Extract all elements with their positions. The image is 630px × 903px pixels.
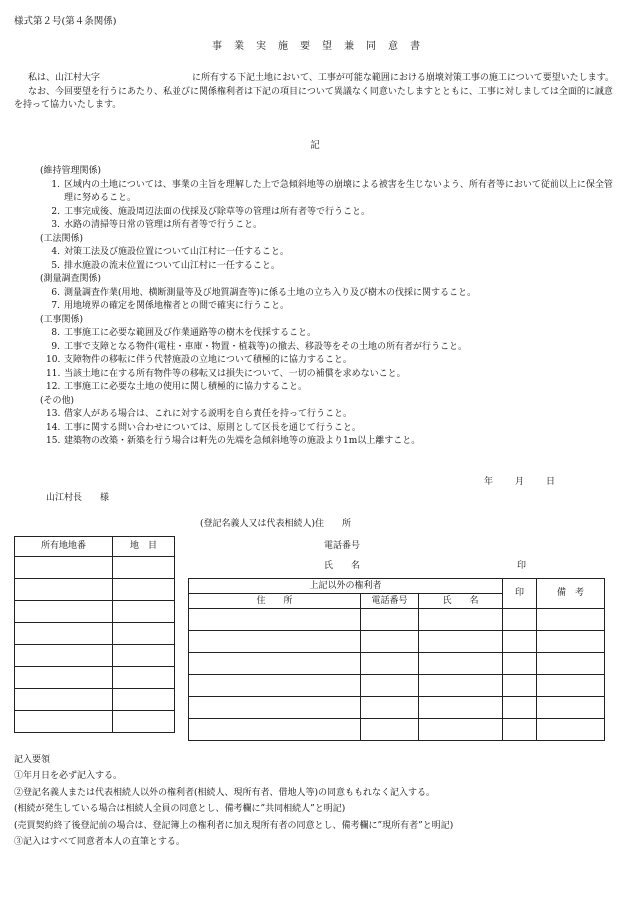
instruction-line: (売買契約終了後登記前の場合は、登記簿上の権利者に加え現所有者の同意とし、備考欄に”現所有者”と明記) bbox=[14, 820, 454, 831]
land-category-cell[interactable] bbox=[113, 667, 175, 689]
rights-phone-cell[interactable] bbox=[361, 719, 419, 741]
rights-seal-header: 印 bbox=[503, 579, 537, 609]
consent-item bbox=[46, 354, 620, 368]
item-text: 排水施設の流末位置について山江村に一任すること。 bbox=[64, 260, 280, 271]
rights-remarks-cell[interactable] bbox=[537, 653, 605, 675]
item-number: 14. bbox=[46, 422, 61, 433]
land-table-row bbox=[15, 689, 175, 711]
land-table bbox=[14, 536, 175, 733]
item-number: 15. bbox=[46, 436, 61, 446]
consent-item bbox=[46, 422, 620, 436]
item-number: 9. bbox=[51, 341, 60, 352]
instruction-line: (相続が発生している場合は相続人全員の同意とし、備考欄に”共同相続人”と明記) bbox=[14, 804, 346, 815]
rights-group-row bbox=[189, 579, 605, 594]
rights-name-cell[interactable] bbox=[419, 697, 503, 719]
rights-remarks-header: 備 考 bbox=[537, 579, 605, 609]
land-category-header: 地 目 bbox=[113, 537, 175, 557]
rights-address-cell[interactable] bbox=[189, 653, 361, 675]
land-table-row bbox=[15, 557, 175, 579]
land-category-cell[interactable] bbox=[113, 689, 175, 711]
land-table-row bbox=[15, 711, 175, 733]
land-number-cell[interactable] bbox=[15, 601, 113, 623]
intro-text-b: に所有する下記土地において、工事が可能な範囲における崩壊対策工事の施工について要望いたします。 bbox=[192, 73, 614, 83]
item-text: 工事施工に必要な土地の使用に関し積極的に協力すること。 bbox=[64, 382, 308, 392]
consent-item bbox=[46, 327, 620, 341]
rights-seal-cell[interactable] bbox=[503, 609, 537, 631]
item-text: 当該土地に在する所有物件等の移転又は損失について、一切の補償を求めないこと。 bbox=[64, 368, 406, 379]
item-text: 対策工法及び施設位置について山江村に一任すること。 bbox=[64, 247, 289, 257]
addressee bbox=[46, 492, 109, 504]
land-number-cell[interactable] bbox=[15, 711, 113, 733]
consent-item bbox=[46, 206, 620, 220]
land-category-cell[interactable] bbox=[113, 711, 175, 733]
rights-address-header: 住 所 bbox=[189, 594, 361, 609]
section-heading: (測量調査関係) bbox=[40, 274, 102, 284]
consent-item bbox=[46, 435, 620, 449]
land-category-cell[interactable] bbox=[113, 623, 175, 645]
instructions bbox=[14, 752, 453, 851]
land-number-header: 所有地地番 bbox=[15, 537, 113, 557]
consent-item bbox=[46, 341, 620, 355]
land-table-row bbox=[15, 667, 175, 689]
item-number: 3. bbox=[51, 220, 60, 230]
rights-table-row bbox=[189, 653, 605, 675]
rights-phone-cell[interactable] bbox=[361, 653, 419, 675]
instruction-line: ③記入はすべて同意者本人の直筆とする。 bbox=[14, 837, 185, 848]
rights-table-row bbox=[189, 697, 605, 719]
section-heading: (その他) bbox=[40, 395, 75, 406]
item-text: 区域内の土地については、事業の主旨を理解した上で急傾斜地等の崩壊による被害を生じないよう、所有者等において従前以上に保全管理に努めること。 bbox=[64, 179, 613, 203]
consent-item bbox=[46, 381, 620, 395]
rights-remarks-cell[interactable] bbox=[537, 631, 605, 653]
item-text: 支障物件の移転に伴う代替施設の立地について積極的に協力すること。 bbox=[64, 355, 352, 365]
rights-group-header: 上記以外の権利者 bbox=[189, 579, 503, 594]
rights-phone-cell[interactable] bbox=[361, 675, 419, 697]
consent-item bbox=[46, 246, 620, 260]
item-number: 7. bbox=[51, 301, 60, 311]
rights-holders-table bbox=[188, 578, 605, 741]
rights-table-row bbox=[189, 675, 605, 697]
land-category-cell[interactable] bbox=[113, 601, 175, 623]
rights-remarks-cell[interactable] bbox=[537, 609, 605, 631]
land-table-row bbox=[15, 645, 175, 667]
item-text: 工事施工に必要な範囲及び作業通路等の樹木を伐採すること。 bbox=[64, 328, 317, 338]
item-number: 8. bbox=[51, 328, 60, 338]
land-table-row bbox=[15, 579, 175, 601]
consent-items bbox=[40, 165, 620, 449]
item-number: 6. bbox=[51, 287, 60, 298]
land-number-cell[interactable] bbox=[15, 579, 113, 601]
intro-text-a: 私は、山江村大字 bbox=[28, 73, 101, 83]
rights-seal-cell[interactable] bbox=[503, 697, 537, 719]
rights-phone-header: 電話番号 bbox=[361, 594, 419, 609]
applicant-name-label: 氏 名 bbox=[324, 561, 361, 571]
land-category-cell[interactable] bbox=[113, 557, 175, 579]
item-number: 12. bbox=[46, 382, 61, 392]
date-line[interactable] bbox=[484, 476, 577, 488]
consent-item bbox=[46, 287, 620, 301]
item-number: 1. bbox=[51, 179, 60, 190]
item-text: 借家人がある場合は、これに対する説明を自ら責任を持って行うこと。 bbox=[64, 409, 353, 419]
rights-name-header: 氏 名 bbox=[419, 594, 503, 609]
rights-name-cell[interactable] bbox=[419, 609, 503, 631]
land-table-row bbox=[15, 623, 175, 645]
land-category-cell[interactable] bbox=[113, 579, 175, 601]
instruction-line: ②登記名義人または代表相続人以外の権利者(相続人、現所有者、借地人等)の同意ももれなく記入する。 bbox=[14, 787, 436, 798]
consent-item bbox=[46, 408, 620, 422]
ki-heading: 記 bbox=[310, 140, 320, 151]
land-table-header bbox=[15, 537, 175, 557]
instructions-title: 記入要領 bbox=[14, 755, 51, 765]
rights-name-cell[interactable] bbox=[419, 719, 503, 741]
land-number-cell[interactable] bbox=[15, 557, 113, 579]
rights-address-cell[interactable] bbox=[189, 675, 361, 697]
rights-remarks-cell[interactable] bbox=[537, 697, 605, 719]
intro bbox=[14, 72, 618, 113]
rights-phone-cell[interactable] bbox=[361, 697, 419, 719]
item-number: 2. bbox=[51, 206, 60, 217]
date-day: 日 bbox=[546, 477, 556, 487]
rights-remarks-cell[interactable] bbox=[537, 719, 605, 741]
section-heading: (工事関係) bbox=[40, 314, 84, 325]
addressee-name: 山江村長 bbox=[46, 493, 83, 503]
addressee-honorific: 様 bbox=[100, 493, 110, 503]
intro-paragraph-2: なお、今回要望を行うにあたり、私並びに関係権利者は下記の項目について異議なく同意いたしますとともに、工事に対しましては全面的に誠意を持って協力いたします。 bbox=[14, 86, 613, 110]
rights-seal-cell[interactable] bbox=[503, 675, 537, 697]
item-number: 4. bbox=[51, 247, 60, 257]
applicant-phone-label: 電話番号 bbox=[324, 541, 361, 551]
consent-item bbox=[46, 179, 620, 206]
rights-seal-cell[interactable] bbox=[503, 719, 537, 741]
form-id: 様式第２号(第４条関係) bbox=[14, 16, 117, 27]
item-text: 用地境界の確定を関係地権者との間で確実に行うこと。 bbox=[64, 301, 290, 311]
rights-address-cell[interactable] bbox=[189, 609, 361, 631]
item-text: 建築物の改築・新築を行う場合は軒先の先端を急傾斜地等の施設より1m以上離すこと。 bbox=[64, 436, 421, 446]
consent-item bbox=[46, 368, 620, 382]
item-text: 水路の清掃等日常の管理は所有者等で行うこと。 bbox=[64, 220, 263, 230]
rights-address-cell[interactable] bbox=[189, 697, 361, 719]
item-text: 測量調査作業(用地、横断測量等及び地質調査等)に係る土地の立ち入り及び樹木の伐採に関すること。 bbox=[64, 287, 477, 298]
rights-seal-cell[interactable] bbox=[503, 631, 537, 653]
rights-seal-cell[interactable] bbox=[503, 653, 537, 675]
land-table-row bbox=[15, 601, 175, 623]
applicant-seal-label: 印 bbox=[517, 561, 527, 571]
date-year: 年 bbox=[484, 477, 494, 487]
rights-name-cell[interactable] bbox=[419, 653, 503, 675]
rights-phone-cell[interactable] bbox=[361, 631, 419, 653]
consent-item bbox=[46, 260, 620, 274]
rights-name-cell[interactable] bbox=[419, 631, 503, 653]
intro-paragraph-1 bbox=[14, 72, 618, 86]
rights-table-row bbox=[189, 719, 605, 741]
consent-item bbox=[46, 300, 620, 314]
instruction-line: ①年月日を必ず記入する。 bbox=[14, 771, 123, 782]
land-number-cell[interactable] bbox=[15, 689, 113, 711]
land-number-cell[interactable] bbox=[15, 667, 113, 689]
date-month: 月 bbox=[515, 477, 525, 487]
land-category-cell[interactable] bbox=[113, 645, 175, 667]
rights-address-cell[interactable] bbox=[189, 719, 361, 741]
item-number: 13. bbox=[46, 409, 61, 419]
item-text: 工事に関する問い合わせについては、原則として区長を通じて行うこと。 bbox=[64, 422, 361, 433]
item-text: 工事完成後、施設周辺法面の伐採及び除草等の管理は所有者等で行うこと。 bbox=[64, 206, 371, 217]
item-number: 10. bbox=[46, 355, 61, 365]
rights-table-row bbox=[189, 631, 605, 653]
rights-table-row bbox=[189, 609, 605, 631]
item-text: 工事で支障となる物件(電柱・車庫・物置・植栽等)の撤去、移設等をその土地の所有者が行うこと。 bbox=[64, 341, 468, 352]
document-title: 事業実施要望兼同意書 bbox=[212, 41, 432, 52]
rights-address-cell[interactable] bbox=[189, 631, 361, 653]
rights-remarks-cell[interactable] bbox=[537, 675, 605, 697]
section-heading: (維持管理関係) bbox=[40, 166, 102, 176]
section-heading: (工法関係) bbox=[40, 233, 84, 244]
rights-name-cell[interactable] bbox=[419, 675, 503, 697]
consent-item bbox=[46, 219, 620, 233]
land-number-cell[interactable] bbox=[15, 645, 113, 667]
land-number-cell[interactable] bbox=[15, 623, 113, 645]
rights-phone-cell[interactable] bbox=[361, 609, 419, 631]
item-number: 11. bbox=[46, 368, 61, 379]
item-number: 5. bbox=[51, 260, 60, 271]
applicant-address-label: (登記名義人又は代表相続人)住 所 bbox=[200, 519, 352, 529]
